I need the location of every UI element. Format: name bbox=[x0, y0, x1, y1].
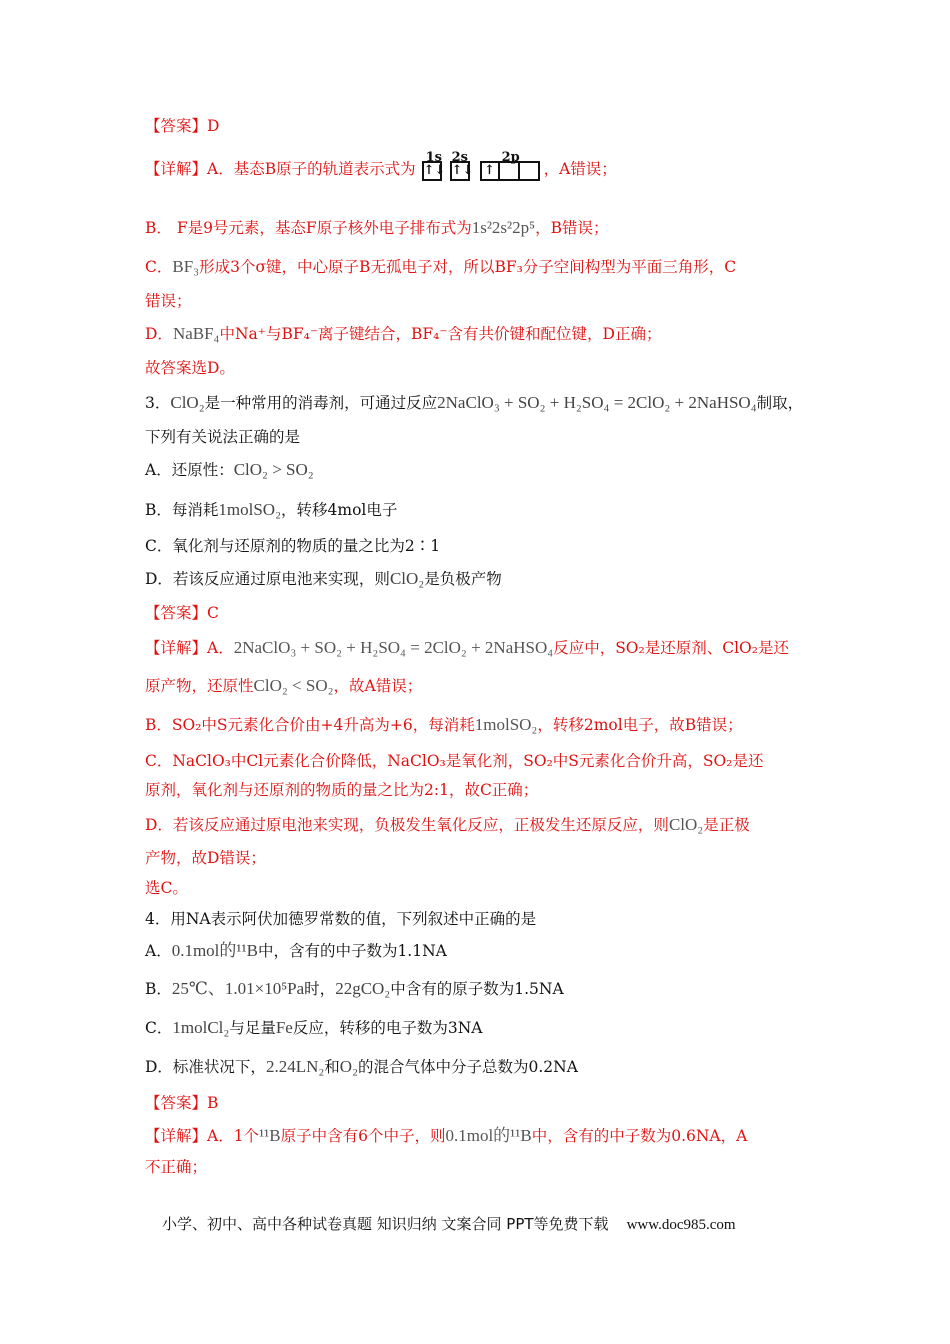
q3-det-a-line2-text: 原产物，还原性 bbox=[145, 677, 254, 695]
q2-detail-c bbox=[145, 256, 736, 278]
q3-det-d-end: 是正极 bbox=[703, 816, 750, 834]
footer-url[interactable]: www.doc985.com bbox=[626, 1217, 736, 1233]
q4-detail-a bbox=[145, 1125, 747, 1147]
orbital-box-1s: ↑↓ bbox=[422, 161, 442, 181]
q3-detail-a bbox=[145, 637, 789, 659]
q3-det-a-line2-formula: ClO₂ < SO₂ bbox=[253, 676, 334, 695]
q3-detail-d bbox=[145, 814, 750, 836]
q3-number: 3． bbox=[145, 394, 171, 412]
q3-stem-end: 制取， bbox=[756, 394, 804, 412]
q4-opt-d-label: D．标准状况下， bbox=[145, 1058, 266, 1076]
q3-opt-b-formula: 1molSO₂ bbox=[218, 500, 282, 519]
q3-opt-b-text: B．每消耗 bbox=[145, 501, 219, 519]
q4-opt-d-formula2: O₂ bbox=[339, 1057, 359, 1076]
q2-detail-c-line2: 错误； bbox=[145, 292, 192, 310]
q3-det-a-equation: 2NaClO₃ + SO₂ + H₂SO₄ = 2ClO₂ + 2NaHSO₄ bbox=[233, 638, 554, 657]
q4-opt-c-formula: 1molCl₂ bbox=[172, 1018, 230, 1037]
orbital-box-2s: ↑↓ bbox=[450, 161, 470, 181]
q2-b-end: ，B错误； bbox=[535, 219, 609, 237]
q4-opt-d-mid: 和 bbox=[324, 1058, 340, 1076]
orbital-diagram bbox=[422, 150, 540, 181]
q4-det-a-text: 中，含有的中子数为0.6NA，A bbox=[531, 1127, 748, 1145]
orbital-label-2s: 2s bbox=[451, 150, 468, 165]
q2-c-label: C． bbox=[145, 258, 173, 276]
q3-detail-b bbox=[145, 714, 743, 736]
q3-det-d-text: D．若该反应通过原电池来实现，负极发生氧化反应，正极发生还原反应，则 bbox=[145, 816, 669, 834]
q2-answer: 【答案】D bbox=[145, 117, 220, 135]
footer-text: 小学、初中、高中各种试卷真题 知识归纳 文案合同 PPT等免费下载 bbox=[162, 1215, 609, 1233]
q3-det-b-formula: 1molSO₂ bbox=[474, 715, 538, 734]
q3-stem bbox=[145, 392, 803, 414]
q3-det-b-text: B．SO₂中S元素化合价由+4升高为+6，每消耗 bbox=[145, 716, 475, 734]
q3-det-a-text: 反应中，SO₂是还原剂、ClO₂是还 bbox=[553, 639, 789, 657]
q4-option-c bbox=[145, 1017, 482, 1039]
q3-option-c: C．氧化剂与还原剂的物质的量之比为2∶1 bbox=[145, 537, 441, 555]
q2-detail-b bbox=[145, 217, 608, 239]
q4-option-d bbox=[145, 1056, 578, 1078]
q3-opt-a-text: A．还原性： bbox=[145, 461, 234, 479]
q4-opt-c-label: C． bbox=[145, 1019, 173, 1037]
q4-answer: 【答案】B bbox=[145, 1094, 219, 1112]
q4-opt-a-text: 中，含有的中子数为1.1NA bbox=[257, 942, 447, 960]
q3-answer: 【答案】C bbox=[145, 604, 219, 622]
q3-detail-c-line2: 原剂，氧化剂与还原剂的物质的量之比为2:1，故C正确； bbox=[145, 781, 539, 799]
page-footer bbox=[162, 1213, 736, 1234]
orbital-label-1s: 1s bbox=[425, 150, 442, 165]
q4-opt-b-formula2: 22gCO₂ bbox=[335, 979, 391, 998]
q4-opt-c-mid: 与足量 bbox=[229, 1019, 276, 1037]
q4-option-a bbox=[145, 940, 447, 962]
q2-conclusion: 故答案选D。 bbox=[145, 359, 235, 377]
q2-b-text: B． F是9号元素，基态F原子核外电子排布式为 bbox=[145, 219, 472, 237]
q3-opt-a-formula: ClO₂ > SO₂ bbox=[233, 460, 314, 479]
q2-detail-a bbox=[145, 150, 617, 194]
q3-stem-line2: 下列有关说法正确的是 bbox=[145, 428, 301, 446]
q3-det-d-formula: ClO₂ bbox=[668, 815, 704, 834]
q2-d-text: 中Na⁺与BF₄⁻离子键结合，BF₄⁻含有共价键和配位键，D正确； bbox=[219, 325, 662, 343]
q3-equation: 2NaClO₃ + SO₂ + H₂SO₄ = 2ClO₂ + 2NaHSO₄ bbox=[437, 393, 757, 412]
q2-detail-d bbox=[145, 323, 661, 345]
q3-detail-d-line2: 产物，故D错误； bbox=[145, 849, 266, 867]
q4-opt-b-text: 中含有的原子数为1.5NA bbox=[390, 980, 564, 998]
q4-stem: 4．用NA表示阿伏加德罗常数的值，下列叙述中正确的是 bbox=[145, 910, 537, 928]
orbital-box-2p-3 bbox=[520, 161, 540, 181]
q3-opt-d-formula: ClO₂ bbox=[389, 569, 425, 588]
q4-detail-a-line2: 不正确； bbox=[145, 1158, 208, 1176]
q4-opt-c-text: 反应，转移的电子数为3NA bbox=[292, 1019, 483, 1037]
q4-opt-a-formula: 0.1mol的¹¹B bbox=[171, 941, 258, 960]
orbital-box-2p-1: ↑ bbox=[480, 161, 500, 181]
q3-detail-c: C．NaClO₃中Cl元素化合价降低，NaClO₃是氧化剂，SO₂中S元素化合价升高，SO₂是还 bbox=[145, 752, 764, 770]
q4-opt-b-formula: 25℃、1.01×10⁵Pa bbox=[171, 979, 305, 998]
q4-opt-b-mid: 时， bbox=[304, 980, 336, 998]
q4-opt-c-formula2: Fe bbox=[275, 1018, 293, 1037]
q4-det-a-mid: 原子中含有6个中子，则 bbox=[280, 1127, 446, 1145]
q4-det-a-label: 【详解】A．1个 bbox=[145, 1127, 260, 1145]
orbital-label-2p: 2p bbox=[501, 150, 520, 165]
q3-det-b-end: ，转移2mol电子，故B错误； bbox=[537, 716, 743, 734]
q2-d-formula: NaBF₄ bbox=[172, 324, 220, 343]
q3-opt-d-text: D．若该反应通过原电池来实现，则 bbox=[145, 570, 390, 588]
q3-formula-clo2: ClO₂ bbox=[170, 393, 205, 412]
q2-detail-a-end: ，A错误； bbox=[543, 160, 617, 178]
q3-det-a-line2-end: ，故A错误； bbox=[333, 677, 423, 695]
q2-d-label: D． bbox=[145, 325, 173, 343]
q3-det-a-label: 【详解】A． bbox=[145, 639, 234, 657]
q4-opt-b-label: B． bbox=[145, 980, 172, 998]
q4-option-b bbox=[145, 978, 564, 1000]
q2-c-formula: BF₃ bbox=[172, 257, 200, 276]
q3-conclusion: 选C。 bbox=[145, 879, 188, 897]
q3-option-b bbox=[145, 499, 397, 521]
q3-stem-mid: 是一种常用的消毒剂，可通过反应 bbox=[204, 394, 438, 412]
q4-det-a-formula2: 0.1mol的¹¹B bbox=[445, 1126, 532, 1145]
q3-detail-a-line2 bbox=[145, 675, 422, 697]
q2-detail-a-text: 【详解】A．基态B原子的轨道表示式为 bbox=[145, 160, 416, 178]
q2-b-formula: 1s²2s²2p⁵ bbox=[471, 218, 536, 237]
q3-option-a bbox=[145, 459, 314, 481]
q3-opt-b-end: ，转移4mol电子 bbox=[281, 501, 398, 519]
q4-det-a-formula1: ¹¹B bbox=[259, 1126, 281, 1145]
q4-opt-d-text: 的混合气体中分子总数为0.2NA bbox=[358, 1058, 578, 1076]
q4-opt-a-label: A． bbox=[145, 942, 172, 960]
q4-opt-d-formula: 2.24LN₂ bbox=[265, 1057, 325, 1076]
q2-c-text: 形成3个σ键，中心原子B无孤电子对，所以BF₃分子空间构型为平面三角形，C bbox=[199, 258, 737, 276]
q3-option-d bbox=[145, 568, 502, 590]
q3-opt-d-end: 是负极产物 bbox=[424, 570, 502, 588]
